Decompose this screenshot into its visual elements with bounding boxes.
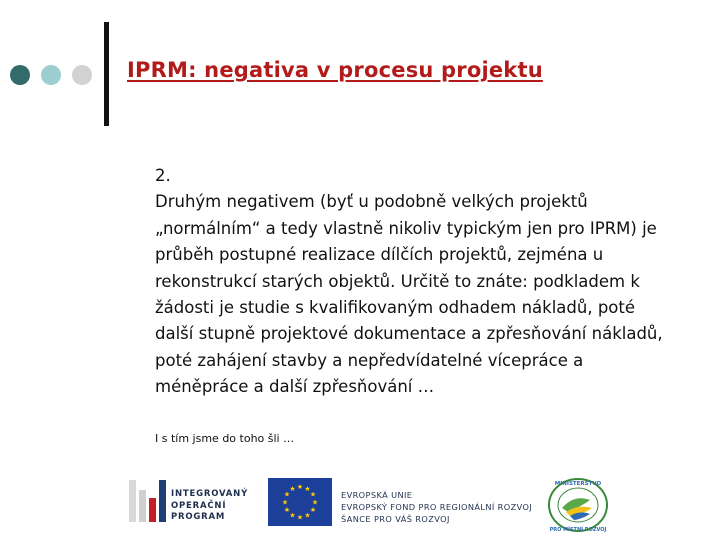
eu-line-2: EVROPSKÝ FOND PRO REGIONÁLNÍ ROZVOJ [341,502,533,512]
decorative-dot-light [41,65,61,85]
svg-text:PRO MÍSTNÍ ROZVOJ: PRO MÍSTNÍ ROZVOJ [549,527,607,533]
iop-line-3: PROGRAM [171,512,226,522]
svg-text:★: ★ [289,511,296,520]
svg-text:★: ★ [304,485,311,493]
svg-text:MINISTERSTVO: MINISTERSTVO [554,481,602,487]
body-paragraph-number: 2. [155,166,171,185]
svg-text:★: ★ [283,490,291,499]
svg-text:★: ★ [309,506,317,514]
closing-note: I s tím jsme do toho šli … [155,432,295,445]
svg-text:★: ★ [296,513,304,522]
eu-flag-icon [268,478,332,526]
iop-logo-icon [128,478,168,524]
iop-line-1: INTEGROVANÝ [171,489,249,499]
iop-logo-text [171,489,261,524]
eu-line-3: ŠANCE PRO VÁŠ ROZVOJ [341,514,450,524]
decorative-dot-dark [10,65,30,85]
svg-text:★: ★ [281,498,289,507]
body-paragraph-text: Druhým negativem (byť u podobně velkých projektů „normálním“ a tedy vlastně nikoliv typickým jen pro IPRM) je průběh postupné realizace dílčích projektů, zejména u rekonstrukcí starých objektů. Určitě to znáte: podkladem k žádosti je studie s kvalifikovaným odhadem nákladů, poté další stupně projektové dokumentace a zpřesňování nákladů, poté zahájení stavby a nepředvídatelné vícepráce a méněpráce a další zpřesňování … [155,192,663,397]
svg-text:★: ★ [289,485,296,493]
svg-text:★: ★ [311,498,319,507]
svg-text:★: ★ [304,511,311,520]
decorative-dot-grey [72,65,92,85]
iop-line-2: OPERAČNÍ [171,500,227,511]
mmr-logo-icon [546,476,610,534]
eu-logo-text [341,489,532,525]
eu-line-1: EVROPSKÁ UNIE [341,490,413,500]
svg-text:★: ★ [283,506,291,514]
title-divider-bar [104,22,109,126]
svg-text:★: ★ [309,490,317,499]
slide-body [155,163,675,401]
slide-title: IPRM: negativa v procesu projektu [127,58,543,82]
svg-text:★: ★ [296,483,304,491]
